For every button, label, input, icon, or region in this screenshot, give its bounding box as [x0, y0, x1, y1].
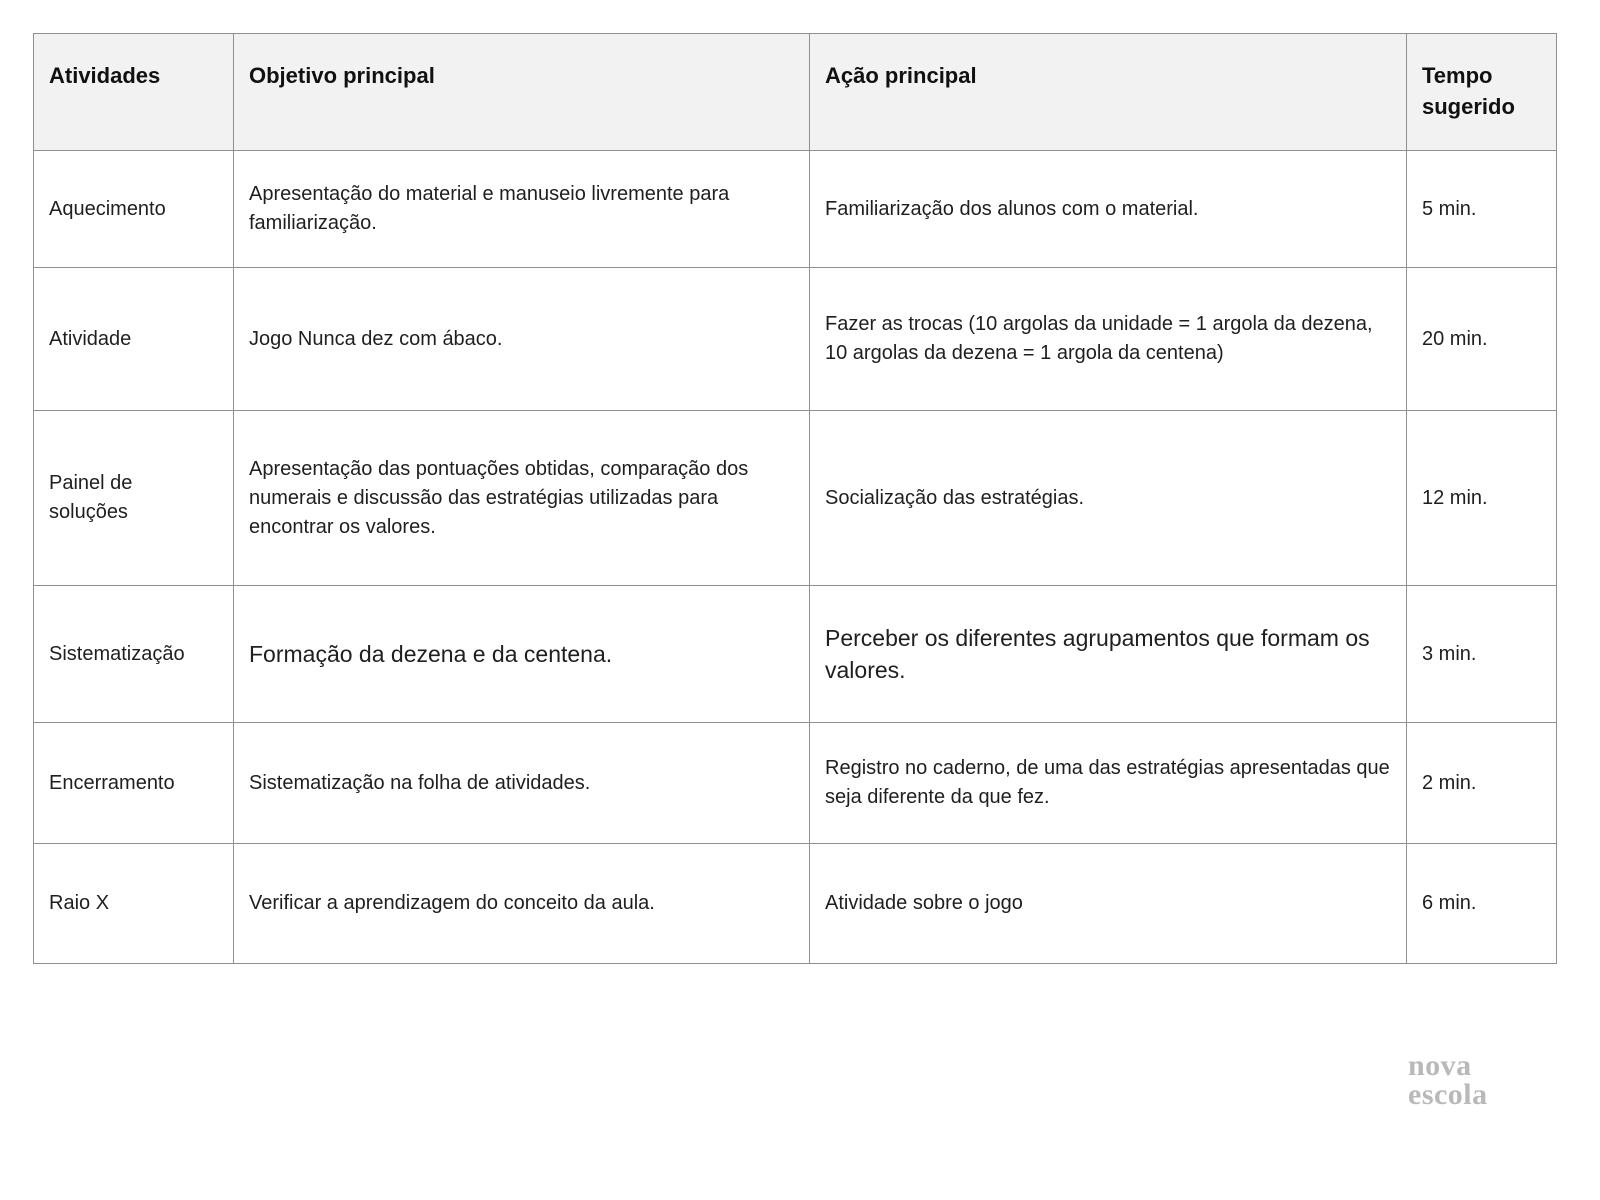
cell-time: 5 min.	[1407, 151, 1557, 268]
cell-action: Familiarização dos alunos com o material.	[810, 151, 1407, 268]
cell-activity: Encerramento	[34, 723, 234, 844]
table-row-raio-x	[34, 844, 1557, 964]
cell-objective: Verificar a aprendizagem do conceito da aula.	[234, 844, 810, 964]
lesson-plan-table	[33, 33, 1557, 964]
cell-action: Fazer as trocas (10 argolas da unidade = 1 argola da dezena, 10 argolas da dezena = 1 argola da centena)	[810, 268, 1407, 411]
cell-time: 20 min.	[1407, 268, 1557, 411]
cell-objective: Apresentação do material e manuseio livremente para familiarização.	[234, 151, 810, 268]
cell-activity: Raio X	[34, 844, 234, 964]
header-row	[34, 34, 1557, 151]
cell-time: 12 min.	[1407, 411, 1557, 586]
header-activities: Atividades	[34, 34, 234, 151]
header-objective: Objetivo principal	[234, 34, 810, 151]
cell-objective: Formação da dezena e da centena.	[234, 586, 810, 723]
cell-action: Registro no caderno, de uma das estratégias apresentadas que seja diferente da que fez.	[810, 723, 1407, 844]
cell-objective: Sistematização na folha de atividades.	[234, 723, 810, 844]
cell-action: Socialização das estratégias.	[810, 411, 1407, 586]
table-row-encerramento	[34, 723, 1557, 844]
cell-activity: Sistematização	[34, 586, 234, 723]
nova-escola-logo	[1408, 1049, 1488, 1111]
cell-activity: Aquecimento	[34, 151, 234, 268]
logo-line-2: escola	[1408, 1077, 1488, 1111]
cell-activity: Atividade	[34, 268, 234, 411]
logo-line-1: nova	[1408, 1049, 1472, 1082]
cell-objective: Jogo Nunca dez com ábaco.	[234, 268, 810, 411]
cell-activity: Painel de soluções	[34, 411, 234, 586]
cell-time: 3 min.	[1407, 586, 1557, 723]
cell-time: 6 min.	[1407, 844, 1557, 964]
header-action: Ação principal	[810, 34, 1407, 151]
table-row-sistematizacao	[34, 586, 1557, 723]
cell-action: Perceber os diferentes agrupamentos que formam os valores.	[810, 586, 1407, 723]
cell-time: 2 min.	[1407, 723, 1557, 844]
table-row-painel-de-solucoes	[34, 411, 1557, 586]
table-row-aquecimento	[34, 151, 1557, 268]
header-time: Tempo sugerido	[1407, 34, 1557, 151]
cell-objective: Apresentação das pontuações obtidas, comparação dos numerais e discussão das estratégias utilizadas para encontrar os valores.	[234, 411, 810, 586]
table-row-atividade	[34, 268, 1557, 411]
cell-action: Atividade sobre o jogo	[810, 844, 1407, 964]
